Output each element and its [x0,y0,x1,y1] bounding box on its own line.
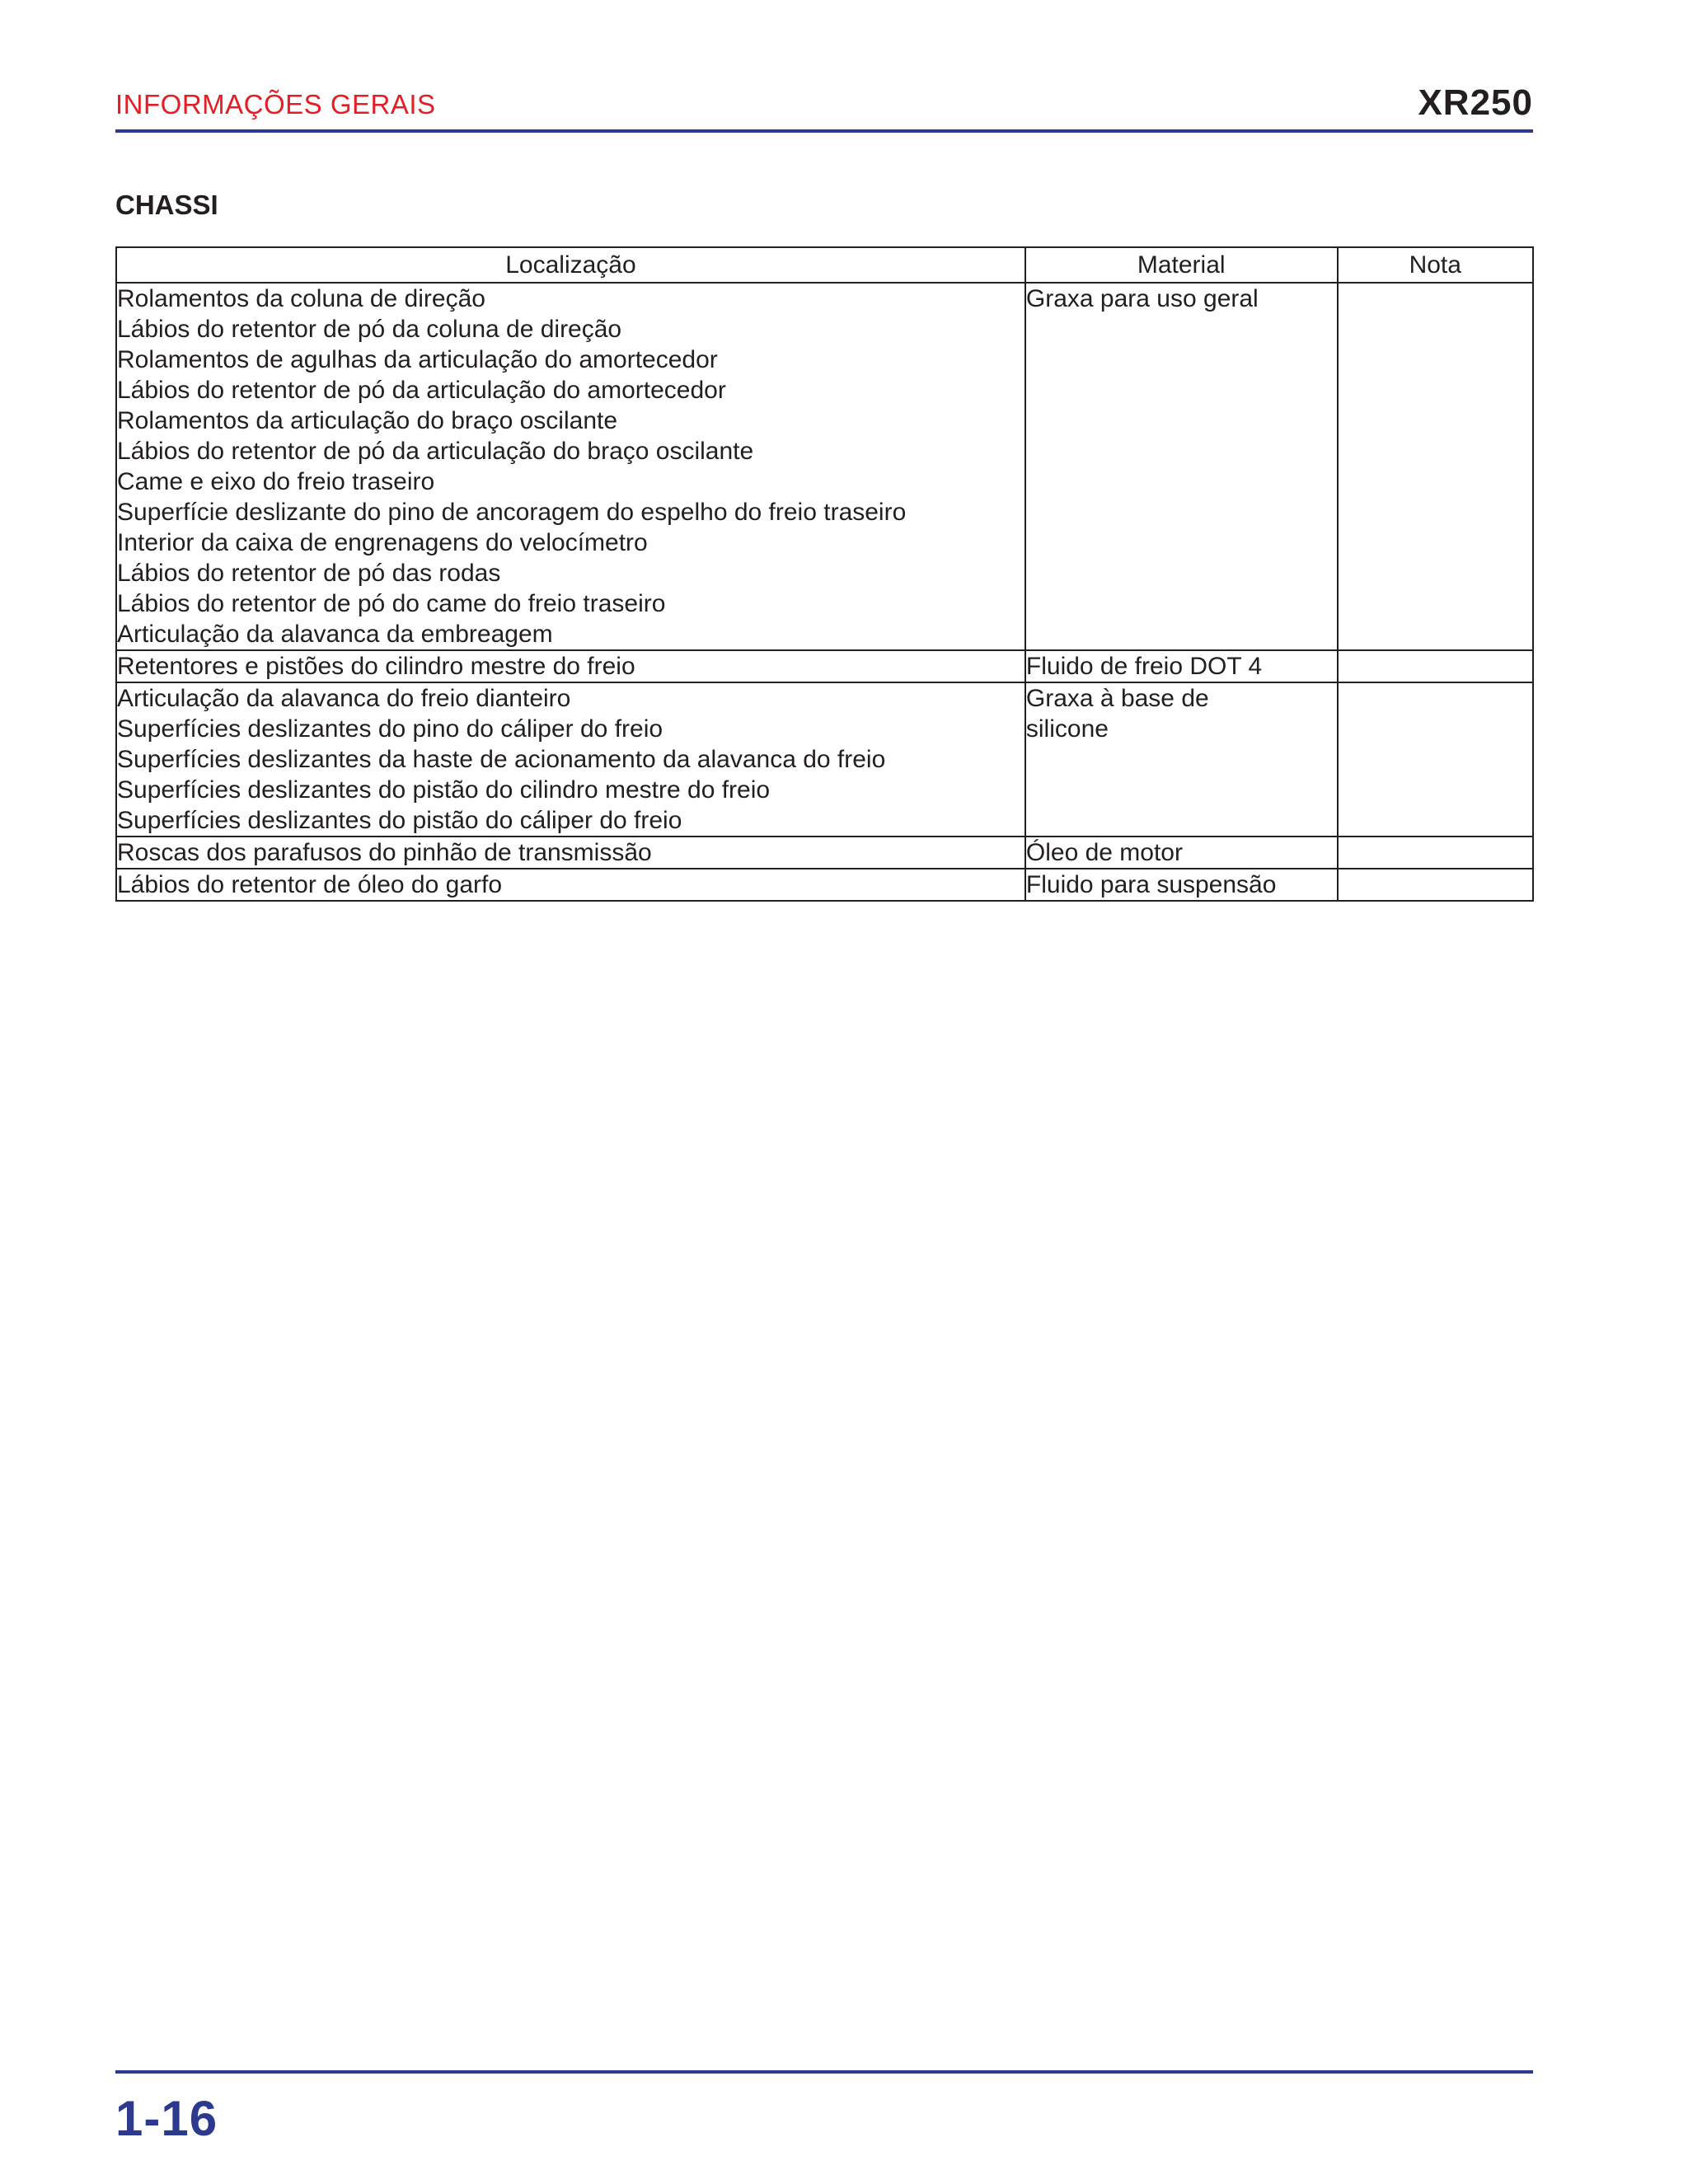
subsection-title: CHASSI [115,190,218,220]
location-item: Rolamentos da articulação do braço oscilante [117,407,618,434]
note-cell [1338,283,1534,650]
material-cell [1025,650,1338,682]
location-item: Articulação da alavanca do freio dianteiro [117,685,571,712]
location-item: Lábios do retentor de pó da articulação do amortecedor [117,377,726,404]
location-item: Lábios do retentor de óleo do garfo [117,871,503,898]
location-cell [116,682,1025,837]
location-item: Superfície deslizante do pino de ancoragem do espelho do freio traseiro [117,499,907,526]
header-divider [115,129,1533,133]
column-header-material: Material [1025,247,1338,283]
material-value: Graxa à base de silicone [1025,685,1209,743]
location-item: Rolamentos da coluna de direção [117,285,485,312]
lubrication-table [115,246,1534,902]
page-header [115,82,1533,134]
table-row [116,869,1533,901]
location-item: Lábios do retentor de pó da coluna de direção [117,316,622,343]
location-item: Superfícies deslizantes do pistão do cáliper do freio [117,807,682,834]
section-title: INFORMAÇÕES GERAIS [115,89,436,120]
material-value: Óleo de motor [1025,839,1183,866]
location-item: Came e eixo do freio traseiro [117,468,435,495]
model-name: XR250 [1418,82,1533,123]
location-cell [116,283,1025,650]
table-row [116,283,1533,650]
location-item: Interior da caixa de engrenagens do velocímetro [117,529,648,556]
location-item: Superfícies deslizantes da haste de acionamento da alavanca do freio [117,746,886,773]
note-cell [1338,869,1534,901]
note-cell [1338,837,1534,869]
table-header-row [116,247,1533,283]
material-cell [1025,837,1338,869]
note-cell [1338,650,1534,682]
location-item: Superfícies deslizantes do pino do cáliper do freio [117,715,663,743]
table-row [116,650,1533,682]
page-number: 1-16 [115,2091,218,2146]
location-item: Lábios do retentor de pó do came do freio traseiro [117,590,666,617]
material-cell [1025,869,1338,901]
material-value: Fluido de freio DOT 4 [1025,653,1263,680]
column-header-location: Localização [116,247,1025,283]
material-value: Fluido para suspensão [1025,871,1277,898]
location-item: Roscas dos parafusos do pinhão de transmissão [117,839,652,866]
location-item: Retentores e pistões do cilindro mestre do freio [117,653,635,680]
material-value: Graxa para uso geral [1025,285,1259,312]
location-item: Lábios do retentor de pó das rodas [117,560,501,587]
location-cell [116,650,1025,682]
location-item: Superfícies deslizantes do pistão do cilindro mestre do freio [117,776,771,804]
location-item: Lábios do retentor de pó da articulação do braço oscilante [117,438,754,465]
note-cell [1338,682,1534,837]
footer-divider [115,2070,1533,2074]
location-cell [116,837,1025,869]
column-header-note: Nota [1338,247,1534,283]
table-row [116,682,1533,837]
location-item: Rolamentos de agulhas da articulação do amortecedor [117,346,718,373]
material-cell [1025,682,1338,837]
location-item: Articulação da alavanca da embreagem [117,621,553,648]
table-row [116,837,1533,869]
location-cell [116,869,1025,901]
material-cell [1025,283,1338,650]
